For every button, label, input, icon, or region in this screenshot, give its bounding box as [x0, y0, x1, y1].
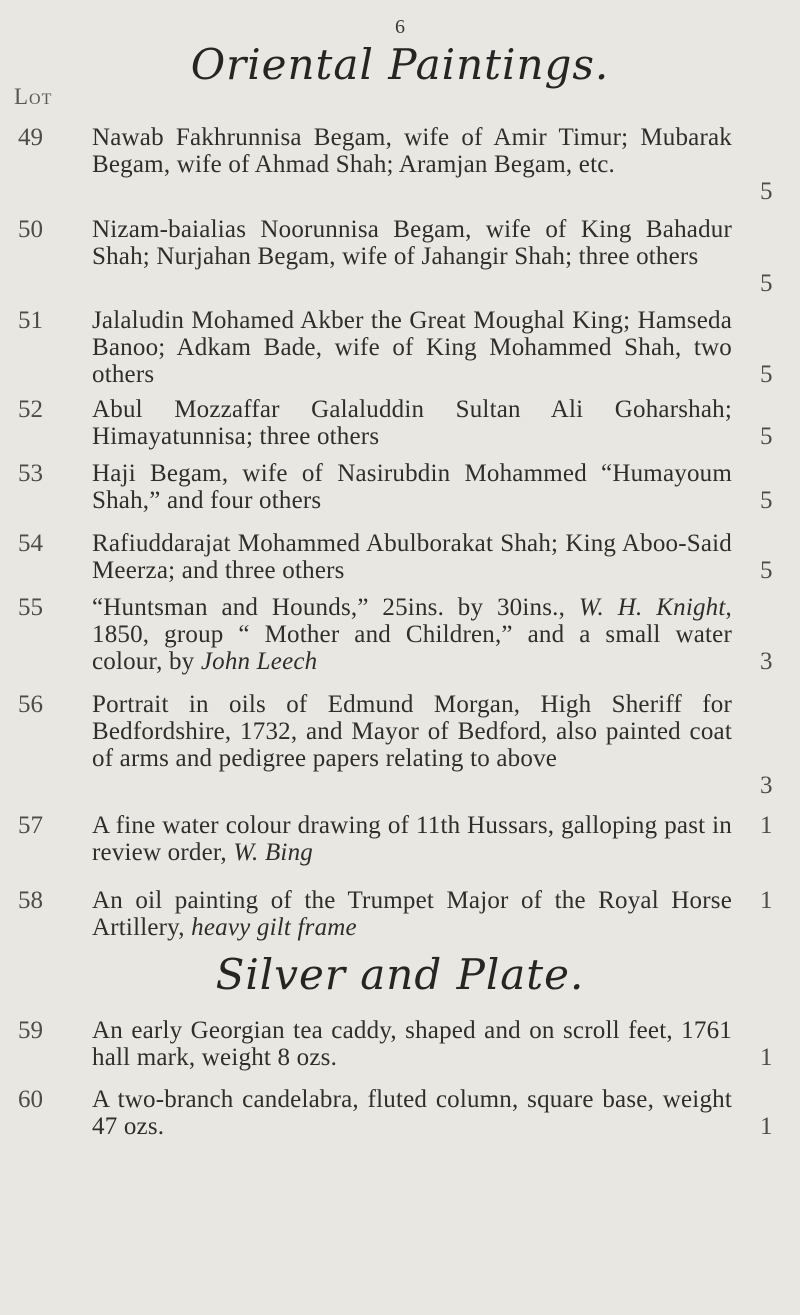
artist-name: W. H. Knight [578, 594, 726, 621]
lot-description: Rafiuddarajat Mohammed Abulborakat Shah; King Aboo-Said Meerza; and three others [92, 530, 732, 584]
lot-description: Portrait in oils of Edmund Morgan, High Sheriff for Bedfordshire, 1732, and Mayor of Bedford, also painted coat of arms and pedigree papers relating to above [92, 691, 732, 772]
lot-number: 55 [18, 594, 43, 621]
lot-quantity: 3 [760, 772, 773, 799]
lot-number: 58 [18, 887, 43, 914]
lot-number: 60 [18, 1086, 43, 1113]
lot-quantity: 5 [760, 361, 773, 388]
lot-description [92, 812, 732, 866]
page-number: 6 [395, 16, 405, 38]
lot-number: 59 [18, 1017, 43, 1044]
lot-column-header: Lot [14, 84, 53, 109]
lot-text: A fine water colour drawing of 11th Hussars, galloping past in review order, [92, 812, 732, 866]
artist-name: W. Bing [233, 839, 313, 866]
lot-quantity: 5 [760, 557, 773, 584]
lot-number: 56 [18, 691, 43, 718]
lot-description: Abul Mozzaffar Galaluddin Sultan Ali Goharshah; Himayatunnisa; three others [92, 396, 732, 450]
lot-number: 53 [18, 460, 43, 487]
lot-quantity: 5 [760, 423, 773, 450]
lot-number: 52 [18, 396, 43, 423]
lot-number: 50 [18, 216, 43, 243]
lot-number: 49 [18, 124, 43, 151]
lot-description: A two-branch candelabra, fluted column, square base, weight 47 ozs. [92, 1086, 732, 1140]
lot-quantity: 1 [760, 1044, 773, 1071]
lot-quantity: 3 [760, 648, 773, 675]
lot-quantity: 5 [760, 270, 773, 297]
lot-description: Nawab Fakhrunnisa Begam, wife of Amir Timur; Mubarak Begam, wife of Ahmad Shah; Aramjan Begam, etc. [92, 124, 732, 178]
lot-quantity: 1 [760, 812, 773, 839]
lot-quantity: 5 [760, 178, 773, 205]
artist-name: John Leech [200, 648, 318, 675]
lot-text: “Huntsman and Hounds,” 25ins. by 30ins., [92, 594, 579, 621]
section-heading-silver-and-plate: Silver and Plate. [215, 950, 585, 999]
lot-quantity: 5 [760, 487, 773, 514]
lot-number: 54 [18, 530, 43, 557]
lot-description [92, 594, 732, 675]
lot-description: Nizam-baialias Noorunnisa Begam, wife of King Bahadur Shah; Nurjahan Begam, wife of Jahangir Shah; three others [92, 216, 732, 270]
lot-description: Haji Begam, wife of Nasirubdin Mohammed “Humayoum Shah,” and four others [92, 460, 732, 514]
lot-text: , 1850, group “ Mother and Children,” and a small water colour, by [92, 594, 732, 675]
lot-description [92, 887, 732, 941]
section-heading-oriental-paintings: Oriental Paintings. [190, 40, 610, 89]
lot-quantity: 1 [760, 1113, 773, 1140]
lot-description: Jalaludin Mohamed Akber the Great Moughal King; Hamseda Banoo; Adkam Bade, wife of King Mohammed Shah, two others [92, 307, 732, 388]
lot-number: 51 [18, 307, 43, 334]
lot-description: An early Georgian tea caddy, shaped and on scroll feet, 1761 hall mark, weight 8 ozs. [92, 1017, 732, 1071]
lot-text: An oil painting of the Trumpet Major of the Royal Horse Artillery, [92, 887, 732, 941]
frame-description: heavy gilt frame [191, 914, 357, 941]
lot-number: 57 [18, 812, 43, 839]
lot-quantity: 1 [760, 887, 773, 914]
